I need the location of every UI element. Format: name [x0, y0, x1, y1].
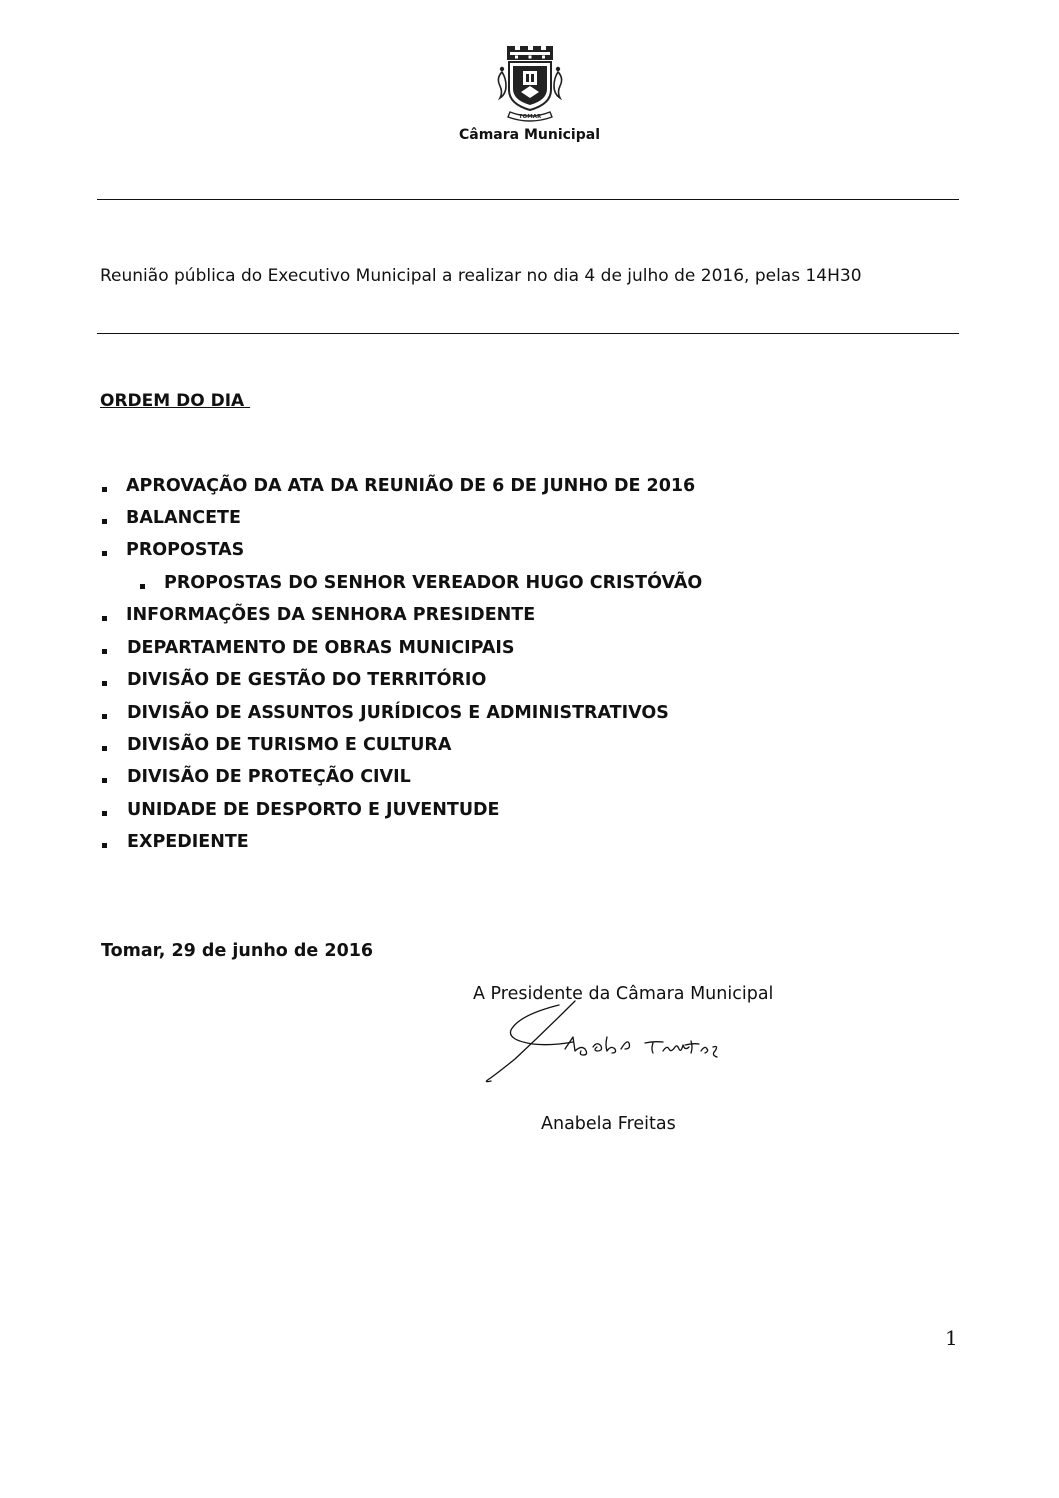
bullet-icon: [102, 714, 107, 719]
bullet-icon: [102, 551, 107, 556]
crest-motto: TOMAR: [518, 114, 542, 120]
meeting-divider: [97, 333, 959, 334]
agenda-item: [126, 540, 244, 560]
bullet-icon: [102, 616, 107, 621]
place-date-line: Tomar, 29 de junho de 2016: [101, 941, 374, 961]
bullet-icon: [102, 811, 107, 816]
agenda-item: [127, 670, 486, 690]
bullet-icon: [102, 487, 107, 492]
agenda-item-label: DIVISÃO DE PROTEÇÃO CIVIL: [127, 767, 411, 787]
bullet-icon: [140, 584, 145, 589]
agenda-item: [127, 703, 669, 723]
agenda-item-label: INFORMAÇÕES DA SENHORA PRESIDENTE: [126, 605, 536, 625]
agenda-item-label: EXPEDIENTE: [127, 832, 249, 852]
agenda-item-label: PROPOSTAS DO SENHOR VEREADOR HUGO CRISTÓVÃO: [164, 573, 703, 593]
agenda-item-label: APROVAÇÃO DA ATA DA REUNIÃO DE 6 DE JUNHO DE 2016: [126, 476, 696, 496]
bullet-icon: [102, 519, 107, 524]
meeting-announcement: Reunião pública do Executivo Municipal a realizar no dia 4 de julho de 2016, pelas 14H30: [100, 266, 862, 286]
bullet-icon: [102, 843, 107, 848]
agenda-item: [127, 832, 249, 852]
agenda-item: [127, 638, 515, 658]
municipal-crest-logo: [493, 42, 567, 124]
agenda-item: [127, 767, 411, 787]
bullet-icon: [102, 778, 107, 783]
bullet-icon: [102, 746, 107, 751]
page-number: 1: [945, 1326, 958, 1350]
agenda-item: [126, 508, 241, 528]
agenda-heading: ORDEM DO DIA: [100, 391, 251, 411]
agenda-item-label: DIVISÃO DE TURISMO E CULTURA: [127, 735, 452, 755]
agenda-item-label: DIVISÃO DE GESTÃO DO TERRITÓRIO: [127, 670, 487, 690]
header-divider: [97, 199, 959, 200]
agenda-subitem: [164, 573, 702, 593]
agenda-item-label: UNIDADE DE DESPORTO E JUVENTUDE: [127, 800, 500, 820]
agenda-item-label: DIVISÃO DE ASSUNTOS JURÍDICOS E ADMINISTRATIVOS: [127, 703, 669, 723]
signer-title: A Presidente da Câmara Municipal: [473, 984, 774, 1004]
bullet-icon: [102, 649, 107, 654]
agenda-item-label: PROPOSTAS: [126, 540, 245, 560]
handwritten-signature: [485, 997, 735, 1092]
agenda-item-label: DEPARTAMENTO DE OBRAS MUNICIPAIS: [127, 638, 515, 658]
bullet-icon: [102, 681, 107, 686]
agenda-item: [126, 476, 695, 496]
agenda-item: [127, 735, 451, 755]
agenda-item: [126, 605, 535, 625]
agenda-item-label: BALANCETE: [126, 508, 241, 528]
signer-name: Anabela Freitas: [541, 1114, 676, 1134]
organization-name: Câmara Municipal: [458, 127, 600, 143]
agenda-item: [127, 800, 500, 820]
